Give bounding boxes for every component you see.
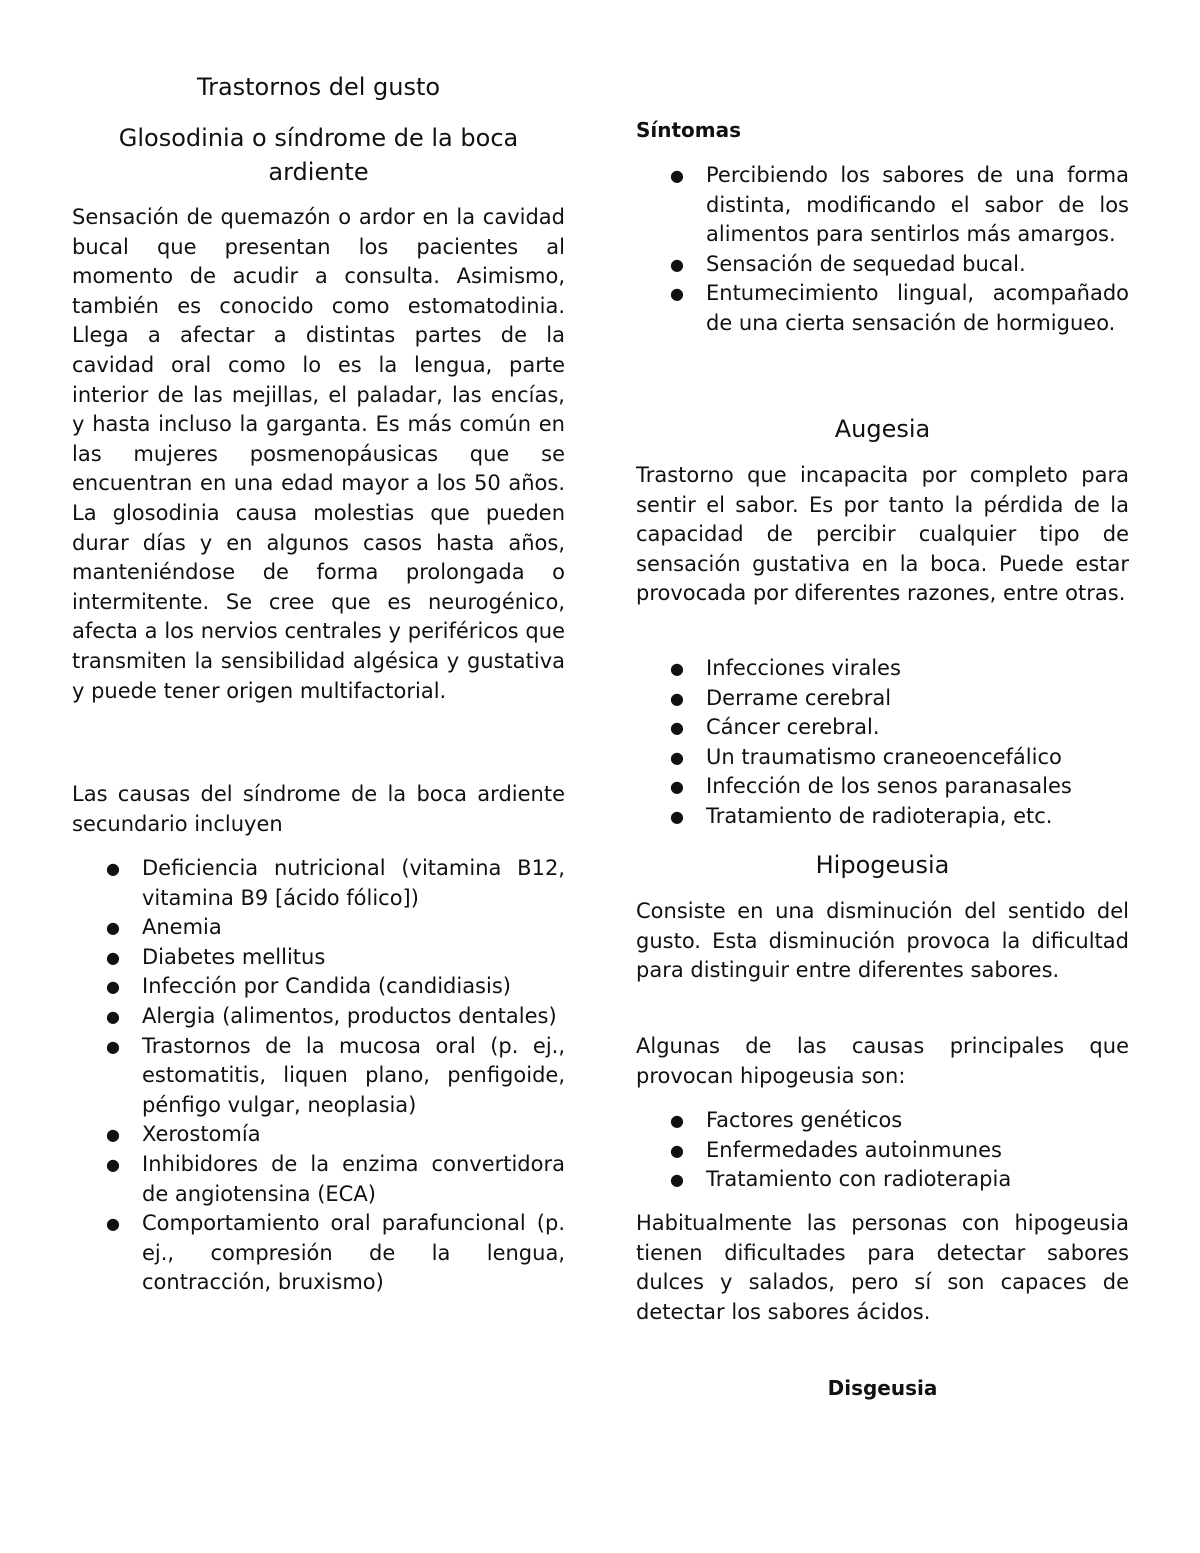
bullet-icon: ● [670, 688, 684, 708]
disgeusia-heading: Disgeusia [827, 1376, 938, 1400]
bullet-icon: ● [670, 1111, 684, 1130]
list-item: ● Anemia [72, 913, 565, 943]
causes-intro: Las causas del síndrome de la boca ardiente secundario incluyen [72, 782, 565, 836]
list-item: ● Infección de los senos paranasales [636, 772, 1129, 802]
list-item: ● Alergia (alimentos, productos dentales) [72, 1002, 565, 1032]
list-item: ● Tratamiento con radioterapia [636, 1165, 1129, 1195]
section-heading-hipogeusia: Hipogeusia [815, 851, 950, 879]
bullet-icon: ● [106, 1036, 120, 1056]
list-item: ● Cáncer cerebral. [636, 713, 1129, 743]
section-heading-augesia: Augesia [834, 415, 931, 443]
bullet-icon: ● [670, 777, 684, 797]
augesia-causes-list [636, 654, 1129, 832]
list-item: ● Percibiendo los sabores de una forma distinta, modificando el sabor de los alimentos para sentirlos más amargos. [670, 163, 1129, 247]
bullet-icon: ● [106, 1214, 120, 1234]
glosodinia-intro: Sensación de quemazón o ardor en la cavidad bucal que presentan los pacientes al momento de acudir a consulta. Asimismo, también es conocido como estomatodinia. Llega a afectar a distintas partes de la cavidad oral como lo es la lengua, parte interior de las mejillas, el paladar, las encías, y hasta incluso la garganta. Es más común en las mujeres posmenopáusicas que se encuentran en una edad mayor a los 50 años. La glosodinia causa molestias que pueden durar días y en algunos casos hasta años, manteniéndose de forma prolongada o intermitente. Se cree que es neurogénico, afecta a los nervios centrales y periféricos que transmiten la sensibilidad algésica y gustativa y puede tener origen multifactorial. [72, 205, 565, 703]
list-item: ● Diabetes mellitus [72, 943, 565, 973]
bullet-icon: ● [670, 747, 684, 767]
bullet-icon: ● [670, 284, 684, 304]
bullet-icon: ● [670, 806, 684, 826]
list-item: ● Un traumatismo craneoencefálico [636, 743, 1129, 773]
list-item: ● Factores genéticos [636, 1106, 1129, 1136]
bullet-icon: ● [106, 859, 120, 878]
bullet-icon: ● [106, 977, 120, 997]
augesia-text: Trastorno que incapacita por completo para sentir el sabor. Es por tanto la pérdida de la capacidad de percibir cualquier tipo de sensación gustativa en la boca. Puede estar provocada por diferentes razones, entre otras. [636, 463, 1129, 606]
page-title: Trastornos del gusto [196, 73, 441, 101]
symptoms-list [636, 161, 1129, 339]
bullet-icon: ● [670, 1140, 684, 1160]
list-item: ● Xerostomía [72, 1120, 565, 1150]
hipogeusia-text: Consiste en una disminución del sentido del gusto. Esta disminución provoca la dificultad para distinguir entre diferentes sabores. [636, 899, 1129, 983]
bullet-icon: ● [106, 1125, 120, 1145]
bullet-icon: ● [670, 166, 684, 185]
list-item: ● Infección por Candida (candidiasis) [72, 972, 565, 1002]
list-item: ● Infecciones virales [636, 654, 1129, 684]
bullet-icon: ● [670, 659, 684, 678]
hipogeusia-causes-list [636, 1106, 1129, 1195]
list-item: ● Deficiencia nutricional (vitamina B12, vitamina B9 [ácido fólico]) [106, 856, 565, 910]
symptoms-heading: Síntomas [636, 118, 742, 142]
list-item: ● Inhibidores de la enzima convertidora de angiotensina (ECA) [106, 1151, 565, 1206]
list-item: ● Entumecimiento lingual, acompañado de una cierta sensación de hormigueo. [670, 281, 1129, 335]
list-item: ● Enfermedades autoinmunes [636, 1136, 1129, 1166]
bullet-icon: ● [106, 1154, 120, 1174]
causes-list [72, 854, 565, 1298]
hipogeusia-note: Habitualmente las personas con hipogeusia tienen dificultades para detectar sabores dulces y salados, pero sí son capaces de detectar los sabores ácidos. [636, 1211, 1129, 1324]
list-item: ● Tratamiento de radioterapia, etc. [636, 802, 1129, 832]
bullet-icon: ● [670, 718, 684, 738]
list-item: ● Sensación de sequedad bucal. [636, 250, 1129, 280]
bullet-icon: ● [670, 1170, 684, 1190]
bullet-icon: ● [670, 254, 684, 274]
bullet-icon: ● [106, 947, 120, 967]
bullet-icon: ● [106, 918, 120, 938]
list-item: ● Trastornos de la mucosa oral (p. ej., estomatitis, liquen plano, penfigoide, pénfigo vulgar, neoplasia) [106, 1033, 565, 1117]
bullet-icon: ● [106, 1006, 120, 1026]
section-heading-glosodinia: Glosodinia o síndrome de la boca ardiente [118, 124, 519, 186]
hipogeusia-causes-intro: Algunas de las causas principales que provocan hipogeusia son: [636, 1034, 1129, 1088]
list-item: ● Comportamiento oral parafuncional (p. ej., compresión de la lengua, contracción, bruxismo) [106, 1211, 565, 1295]
list-item: ● Derrame cerebral [636, 684, 1129, 714]
